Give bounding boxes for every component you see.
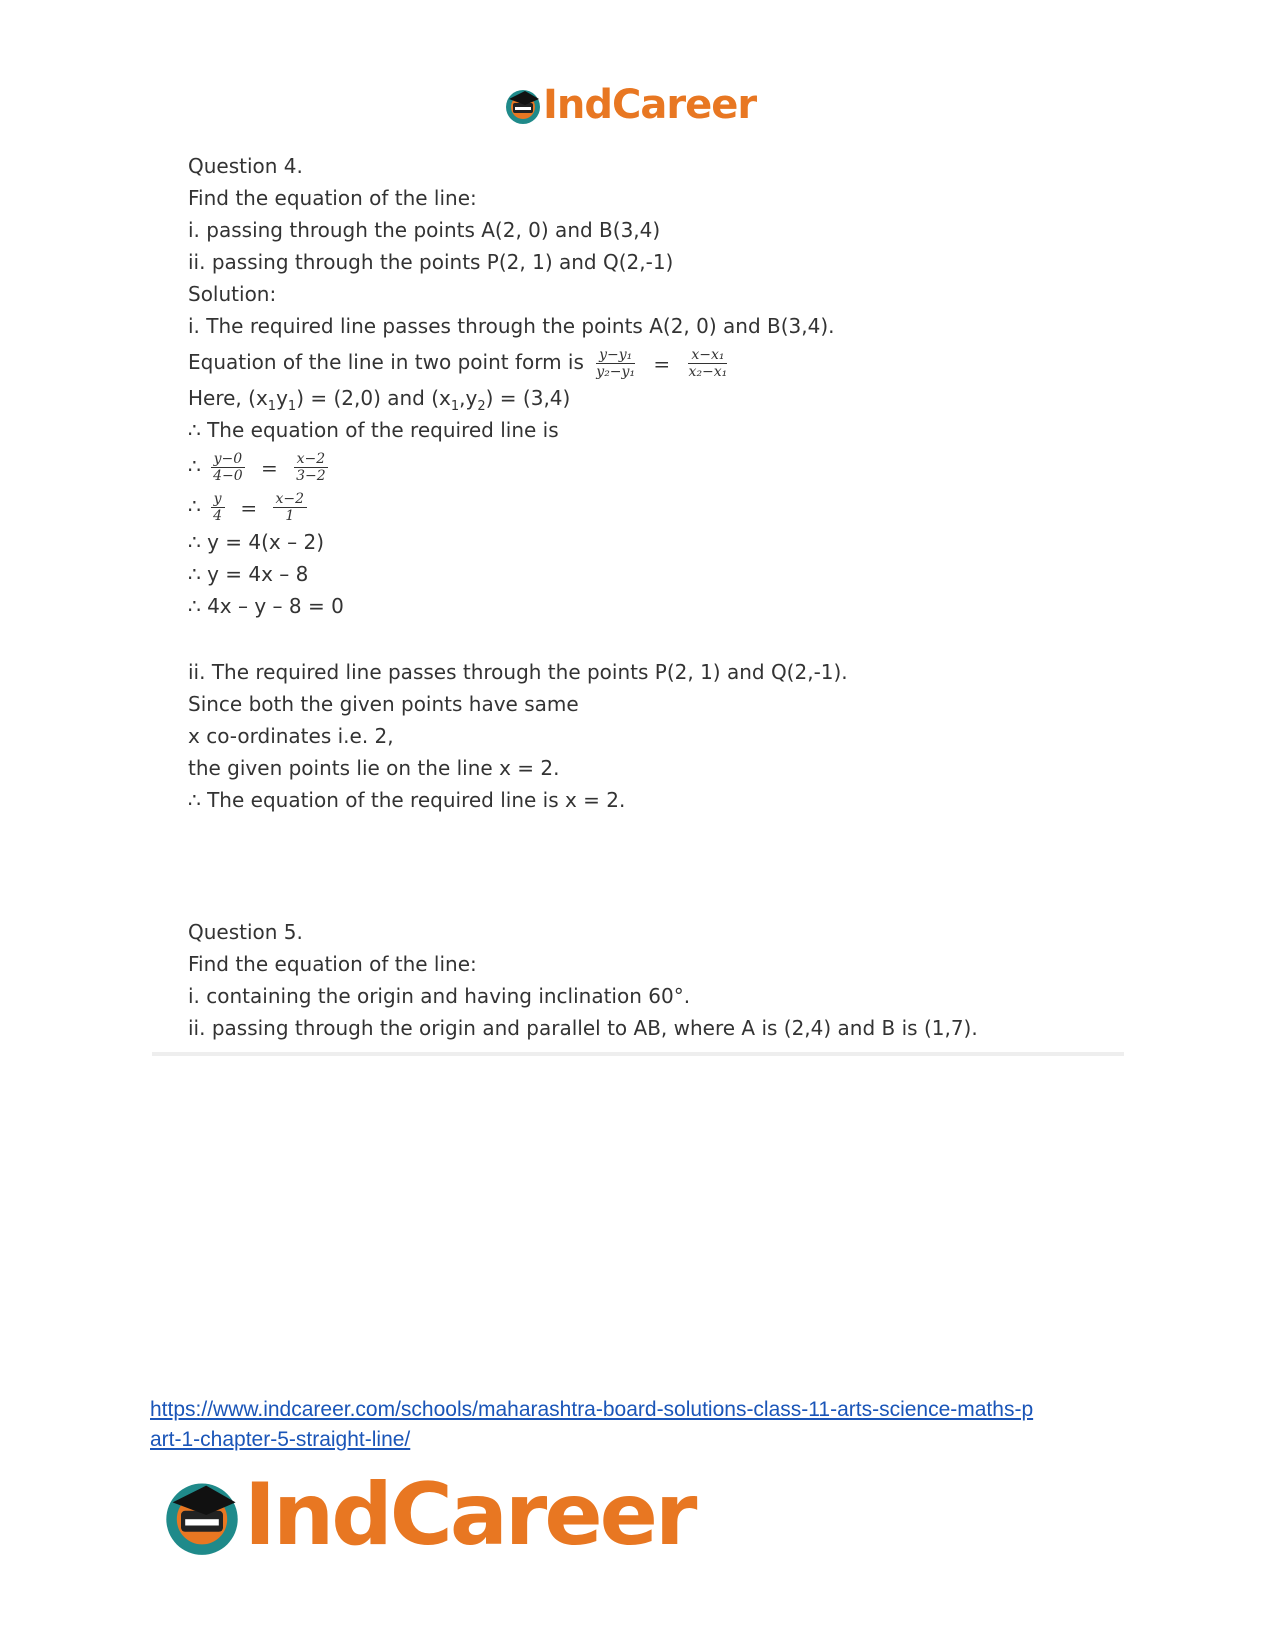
- solution-label: Solution:: [188, 282, 277, 306]
- step1-rhs-num: x−2: [294, 451, 329, 468]
- question-5-part-ii: ii. passing through the origin and parallel to AB, where A is (2,4) and B is (1,7).: [188, 1016, 978, 1040]
- step2-lhs: [210, 491, 225, 524]
- source-link[interactable]: [150, 1395, 1110, 1455]
- equals-sign: =: [653, 351, 671, 376]
- question-4-prompt: Find the equation of the line:: [188, 186, 477, 210]
- part-ii-line-5: ∴ The equation of the required line is x = 2.: [188, 788, 626, 812]
- here-coordinates: [188, 382, 1138, 414]
- formula-lhs: [593, 347, 638, 380]
- equation-step-1: [188, 446, 1138, 486]
- equation-step-4: ∴ y = 4x – 8: [188, 562, 309, 586]
- question-4-part-i: i. passing through the points A(2, 0) and B(3,4): [188, 218, 661, 242]
- question-5-title: Question 5.: [188, 920, 303, 944]
- graduation-globe-icon: [503, 85, 543, 125]
- therefore-symbol: ∴: [188, 494, 201, 518]
- step2-rhs-num: x−2: [273, 491, 308, 508]
- formula-rhs: [686, 347, 731, 380]
- subscript: 1: [450, 399, 460, 414]
- question-4-part-ii: ii. passing through the points P(2, 1) and Q(2,-1): [188, 250, 674, 274]
- therefore-statement: ∴ The equation of the required line is: [188, 418, 559, 442]
- graduation-globe-icon: [160, 1473, 244, 1557]
- here-part: ,y: [459, 386, 478, 410]
- solution-step-1: i. The required line passes through the points A(2, 0) and B(3,4).: [188, 314, 835, 338]
- step1-lhs-num: y−0: [211, 451, 246, 468]
- subscript: 1: [287, 399, 297, 414]
- here-part: ) = (3,4): [485, 386, 571, 410]
- part-ii-line-4: the given points lie on the line x = 2.: [188, 756, 560, 780]
- main-content: [188, 150, 1138, 1044]
- subscript: 1: [267, 399, 277, 414]
- two-point-form-text: Equation of the line in two point form is: [188, 350, 584, 374]
- divider: [152, 1052, 1124, 1056]
- part-ii-line-3: x co-ordinates i.e. 2,: [188, 724, 394, 748]
- question-5-part-i: i. containing the origin and having inclination 60°.: [188, 984, 691, 1008]
- equation-step-5: ∴ 4x – y – 8 = 0: [188, 594, 344, 618]
- step2-rhs-den: 1: [285, 508, 295, 524]
- two-point-form-line: [188, 342, 1138, 382]
- question-4-title: Question 4.: [188, 154, 303, 178]
- step1-rhs-den: 3−2: [296, 468, 326, 484]
- equation-step-2: [188, 486, 1138, 526]
- logo-header: [503, 80, 756, 130]
- step2-rhs: [273, 491, 308, 524]
- equation-step-3: ∴ y = 4(x – 2): [188, 530, 324, 554]
- step2-lhs-num: y: [211, 491, 225, 508]
- brand-name: IndCareer: [543, 82, 757, 128]
- step1-rhs: [293, 451, 329, 484]
- part-ii-line-1: ii. The required line passes through the points P(2, 1) and Q(2,-1).: [188, 660, 848, 684]
- here-part: ) = (2,0) and (x: [296, 386, 451, 410]
- part-ii-line-2: Since both the given points have same: [188, 692, 579, 716]
- here-part: Here, (x: [188, 386, 268, 410]
- equals-sign: =: [261, 455, 278, 480]
- step1-lhs: [210, 451, 246, 484]
- here-part: y: [276, 386, 288, 410]
- formula-rhs-num: x−x₁: [688, 347, 727, 364]
- formula-rhs-den: x₂−x₁: [688, 364, 728, 380]
- logo-footer: [160, 1465, 695, 1565]
- formula-lhs-den: y₂−y₁: [596, 364, 636, 380]
- formula-lhs-num: y−y₁: [596, 347, 635, 364]
- therefore-symbol: ∴: [188, 454, 201, 478]
- step2-lhs-den: 4: [213, 508, 223, 524]
- source-link-line-1[interactable]: https://www.indcareer.com/schools/maharashtra-board-solutions-class-11-arts-science-maths-p: [150, 1398, 1034, 1421]
- question-5-prompt: Find the equation of the line:: [188, 952, 477, 976]
- brand-name: IndCareer: [244, 1465, 695, 1565]
- step1-lhs-den: 4−0: [213, 468, 243, 484]
- equals-sign: =: [240, 495, 258, 520]
- source-link-line-2[interactable]: art-1-chapter-5-straight-line/: [150, 1428, 411, 1451]
- subscript: 2: [477, 399, 486, 414]
